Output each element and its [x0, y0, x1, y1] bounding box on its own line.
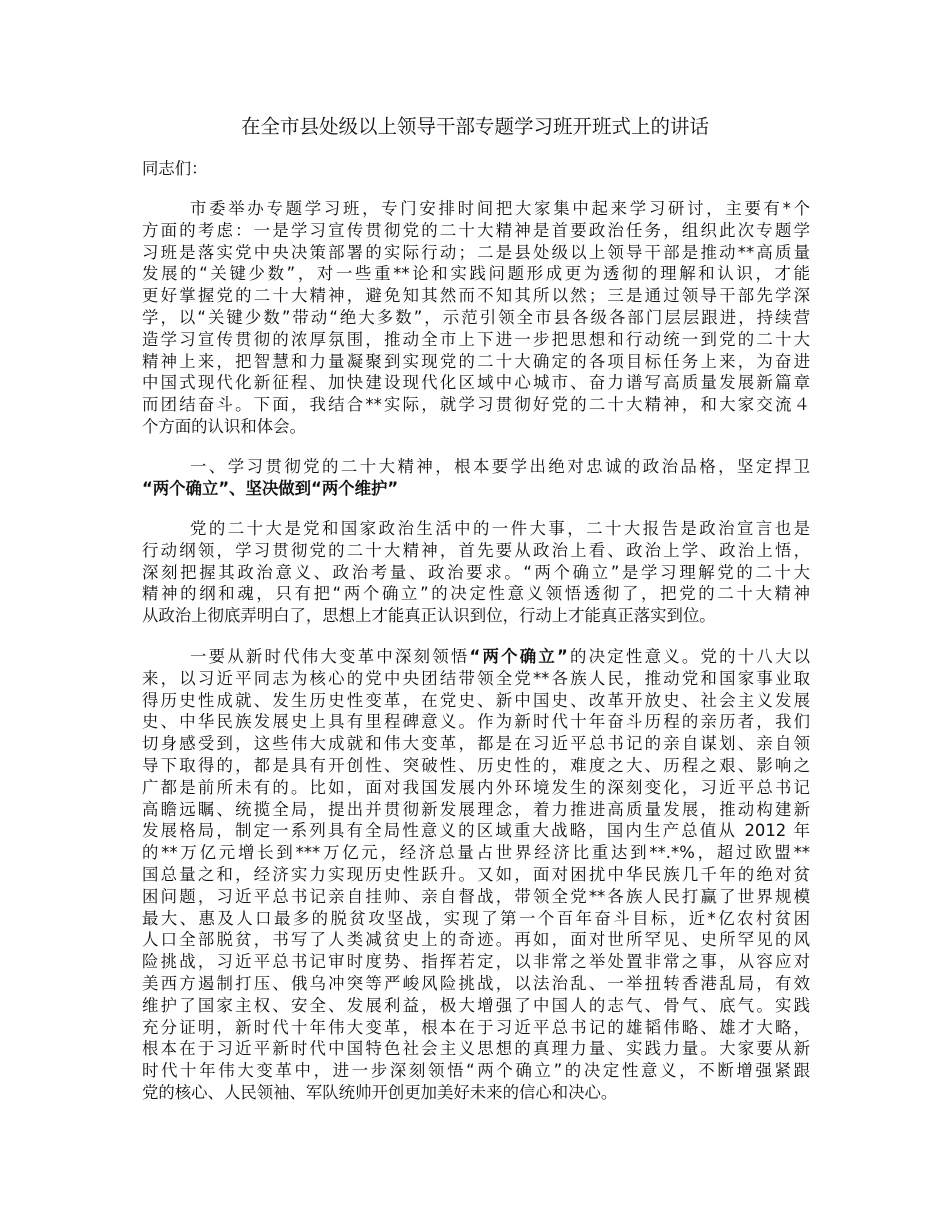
paragraph-line: 美西方遏制打压、俄乌冲突等严峻风险挑战，以法治乱、一举扭转香港乱局，有效	[142, 973, 810, 993]
paragraph-line: 精神上来，把智慧和力量凝聚到实现党的二十大确定的各项目标任务上来，为奋进	[142, 351, 810, 371]
paragraph-line: 中国式现代化新征程、加快建设现代化区域中心城市、奋力谱写高质量发展新篇章	[142, 373, 810, 393]
document-title: 在全市县处级以上领导干部专题学习班开班式上的讲话	[240, 115, 709, 138]
paragraph-line: 发展的“关键少数”，对一些重**论和实践问题形成更为透彻的理解和认识，才能	[142, 264, 810, 284]
paragraph-line: 根本在于习近平新时代中国特色社会主义思想的真理力量、实践力量。大家要从新	[142, 1039, 810, 1059]
paragraph-line: 方面的考虑：一是学习宣传贯彻党的二十大精神是首要政治任务，组织此次专题学	[142, 220, 810, 240]
paragraph-line: 人口全部脱贫，书写了人类减贫史上的奇迹。再如，面对世所罕见、史所罕见的风	[142, 930, 810, 950]
paragraph-line: 精神的纲和魂，只有把“两个确立”的决定性意义领悟透彻了，把党的二十大精神	[142, 584, 810, 604]
paragraph-line: 广都是前所未有的。比如，面对我国发展内外环境发生的深刻变化，习近平总书记	[142, 777, 810, 797]
paragraph-line: 国总量之和，经济实力实现历史性跃升。又如，面对困扰中华民族几千年的绝对贫	[142, 864, 810, 884]
paragraph-line: 险挑战，习近平总书记审时度势、指挥若定，以非常之举处置非常之事，从容应对	[142, 952, 810, 972]
heading-line: “两个确立”、坚决做到“两个维护”	[142, 478, 399, 498]
salutation-text: 同志们：	[142, 159, 208, 178]
paragraph-line: 深刻把握其政治意义、政治考量、政治要求。“两个确立”是学习理解党的二十大	[142, 562, 810, 582]
paragraph-line: 党的核心、人民领袖、军队统帅开创更加美好未来的信心和决心。	[142, 1082, 618, 1102]
paragraph-line: 党的二十大是党和国家政治生活中的一件大事，二十大报告是政治宣言也是	[190, 519, 810, 538]
paragraph-lead-sentence: 一要从新时代伟大变革中深刻领悟“两个确立”的决定性意义。	[190, 647, 701, 666]
paragraph-line: 最大、惠及人口最多的脱贫攻坚战，实现了第一个百年奋斗目标，近*亿农村贫困	[142, 908, 810, 928]
paragraph-line: 史、中华民族发展史上具有里程碑意义。作为新时代十年奋斗历程的亲历者，我们	[142, 712, 810, 732]
paragraph-line: 造学习宣传贯彻的浓厚氛围，推动全市上下进一步把思想和行动统一到党的二十大	[142, 329, 810, 349]
section1-paragraph-2	[142, 646, 810, 1104]
salutation	[142, 158, 810, 180]
paragraph-line: 高瞻远瞩、统揽全局，提出并贯彻新发展理念，着力推进高质量发展，推动构建新	[142, 799, 810, 819]
paragraph-line: 个方面的认识和体会。	[142, 416, 306, 436]
paragraph-lead-rest: 党的十八大以	[700, 647, 811, 666]
paragraph-line: 得历史性成就、发生历史性变革，在党史、新中国史、改革开放史、社会主义发展	[142, 690, 810, 710]
paragraph-line: 时代十年伟大变革中，进一步深刻领悟“两个确立”的决定性意义，不断增强紧跟	[142, 1061, 810, 1081]
paragraph-first-line	[142, 646, 810, 668]
section1-paragraph-1	[142, 518, 810, 627]
paragraph-line: 导下取得的，都是具有开创性、突破性、历史性的，难度之大、历程之艰、影响之	[142, 755, 810, 775]
paragraph-line: 充分证明，新时代十年伟大变革，根本在于习近平总书记的雄韬伟略、雄才大略，	[142, 1017, 810, 1037]
paragraph-line: 的**万亿元增长到***万亿元，经济总量占世界经济比重达到**.*%，超过欧盟**	[142, 843, 810, 863]
paragraph-line: 行动纲领，学习贯彻党的二十大精神，首先要从政治上看、政治上学、政治上悟，	[142, 540, 810, 560]
section1-heading	[142, 456, 810, 500]
paragraph-line: 从政治上彻底弄明白了，思想上才能真正认识到位，行动上才能真正落实到位。	[142, 606, 716, 626]
paragraph-line: 市委举办专题学习班，专门安排时间把大家集中起来学习研讨，主要有*个	[190, 199, 810, 218]
paragraph-line: 更好掌握党的二十大精神，避免知其然而不知其所以然；三是通过领导干部先学深	[142, 286, 810, 306]
paragraph-line: 困问题，习近平总书记亲自挂帅、亲自督战，带领全党**各族人民打赢了世界规模	[142, 886, 810, 906]
paragraph-line: 切身感受到，这些伟大成就和伟大变革，都是在习近平总书记的亲自谋划、亲自领	[142, 734, 810, 754]
paragraph-line: 维护了国家主权、安全、发展利益，极大增强了中国人的志气、骨气、底气。实践	[142, 995, 810, 1015]
paragraph-line: 习班是落实党中央决策部署的实际行动；二是县处级以上领导干部是推动**高质量	[142, 242, 810, 262]
emphasis-text: “两个确立”	[469, 647, 568, 666]
paragraph-line: 来，以习近平同志为核心的党中央团结带领全党**各族人民，推动党和国家事业取	[142, 668, 810, 688]
paragraph-line: 发展格局，制定一系列具有全局性意义的区域重大战略，国内生产总值从 2012 年	[142, 821, 810, 841]
heading-line: 一、学习贯彻党的二十大精神，根本要学出绝对忠诚的政治品格，坚定捍卫	[190, 457, 810, 476]
intro-paragraph	[142, 198, 810, 438]
paragraph-line: 学，以“关键少数”带动“绝大多数”，示范引领全市县各级各部门层层跟进，持续营	[142, 307, 810, 327]
paragraph-line: 而团结奋斗。下面，我结合**实际，就学习贯彻好党的二十大精神，和大家交流４	[142, 395, 810, 415]
